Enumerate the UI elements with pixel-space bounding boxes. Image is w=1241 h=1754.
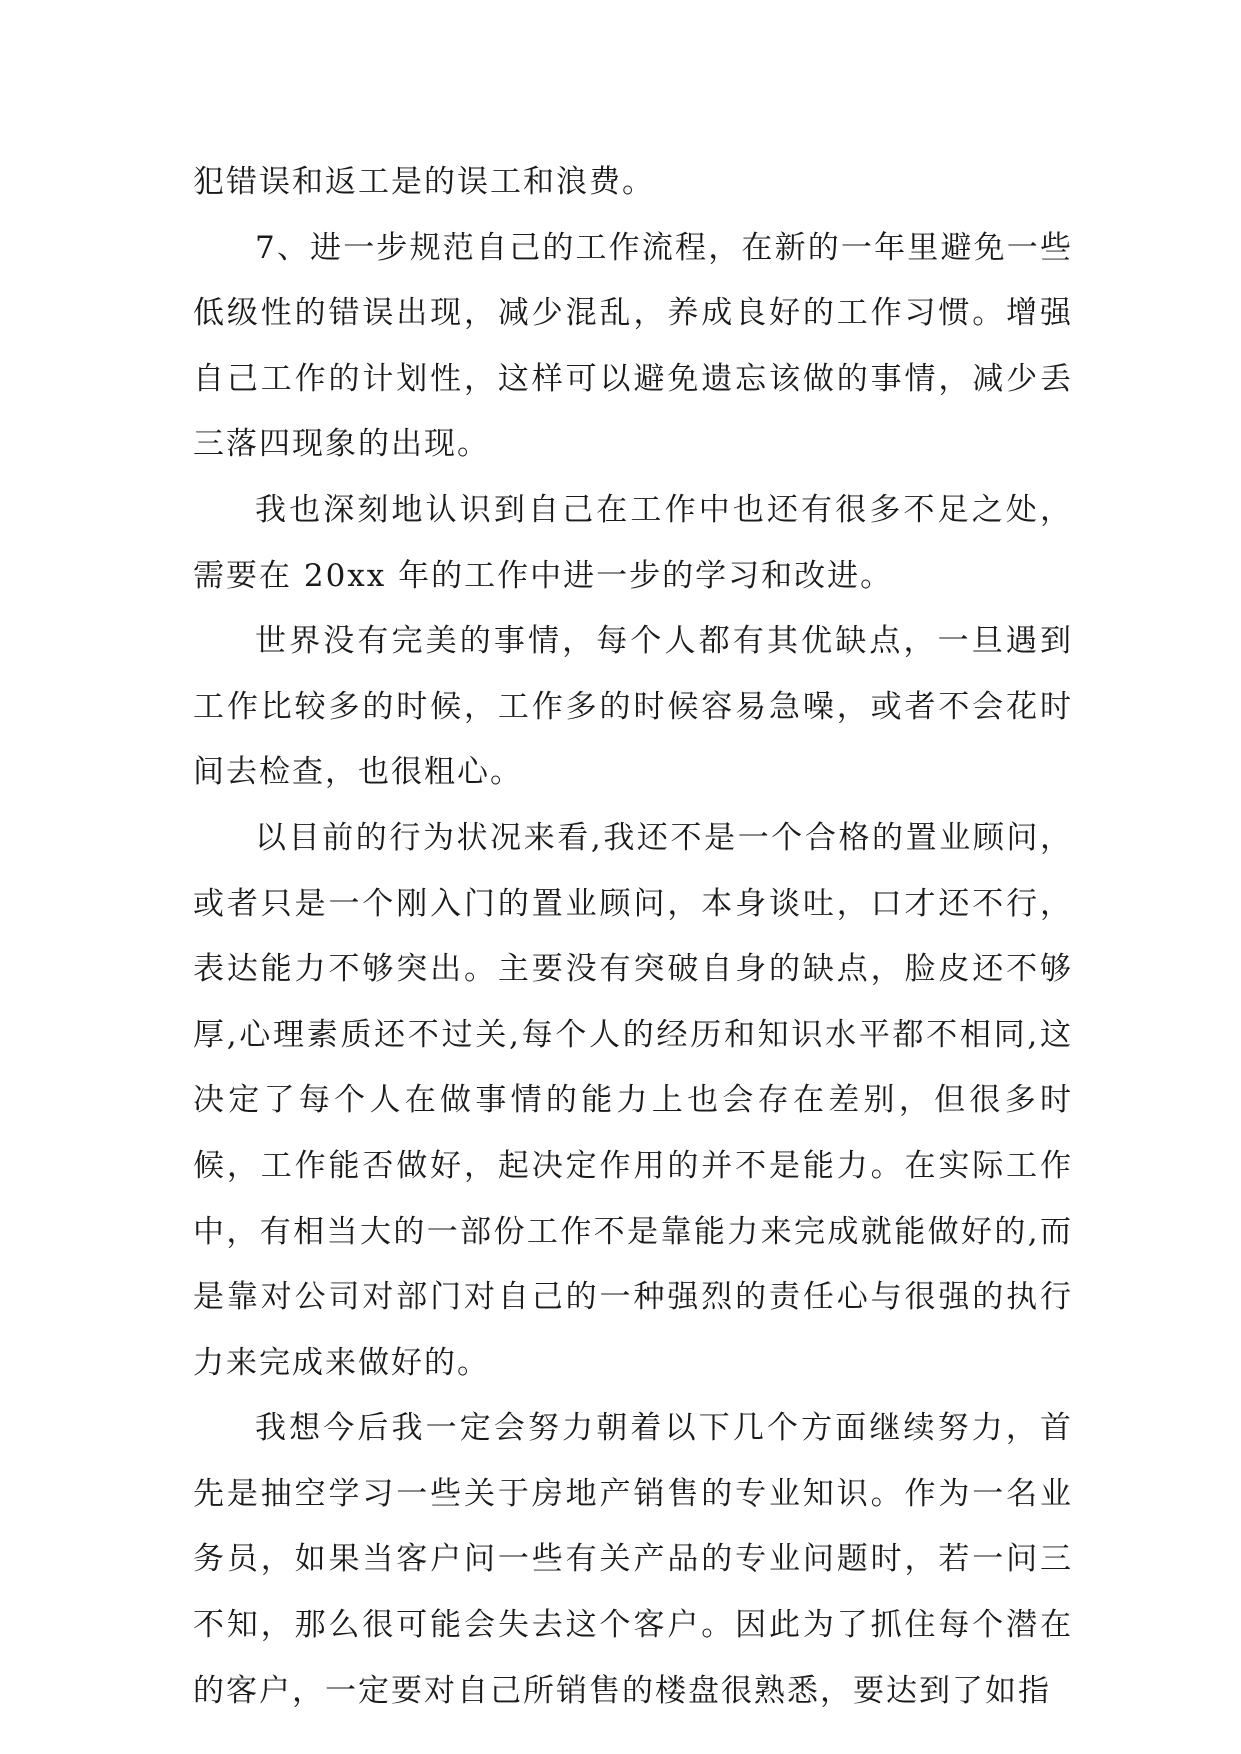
paragraph: 我也深刻地认识到自己在工作中也还有很多不足之处，需要在 20xx 年的工作中进一步的学习和改进。 — [193, 491, 1073, 594]
paragraph: 我想今后我一定会努力朝着以下几个方面继续努力，首先是抽空学习一些关于房地产销售的专业知识。作为一名业务员，如果当客户问一些有关产品的专业问题时，若一问三不知，那么很可能会失去这个客户。因此为了抓住每个潜在的客户，一定要对自己所销售的楼盘很熟悉，要达到了如指 — [193, 1410, 1073, 1709]
paragraph: 7、进一步规范自己的工作流程，在新的一年里避免一些低级性的错误出现，减少混乱，养成良好的工作习惯。增强自己工作的计划性，这样可以避免遗忘该做的事情，减少丢三落四现象的出现。 — [193, 229, 1073, 463]
document-body — [193, 150, 1073, 1724]
paragraph: 世界没有完美的事情，每个人都有其优缺点，一旦遇到工作比较多的时候，工作多的时候容易急噪，或者不会花时间去检查，也很粗心。 — [193, 623, 1073, 791]
paragraph: 犯错误和返工是的误工和浪费。 — [193, 164, 655, 200]
paragraph: 以目前的行为状况来看,我还不是一个合格的置业顾问，或者只是一个刚入门的置业顾问，本身谈吐，口才还不行，表达能力不够突出。主要没有突破自身的缺点，脸皮还不够厚,心理素质还不过关,每个人的经历和知识水平都不相同,这决定了每个人在做事情的能力上也会存在差别，但很多时候，工作能否做好，起决定作用的并不是能力。在实际工作中，有相当大的一部份工作不是靠能力来完成就能做好的,而是靠对公司对部门对自己的一种强烈的责任心与很强的执行力来完成来做好的。 — [193, 819, 1073, 1381]
